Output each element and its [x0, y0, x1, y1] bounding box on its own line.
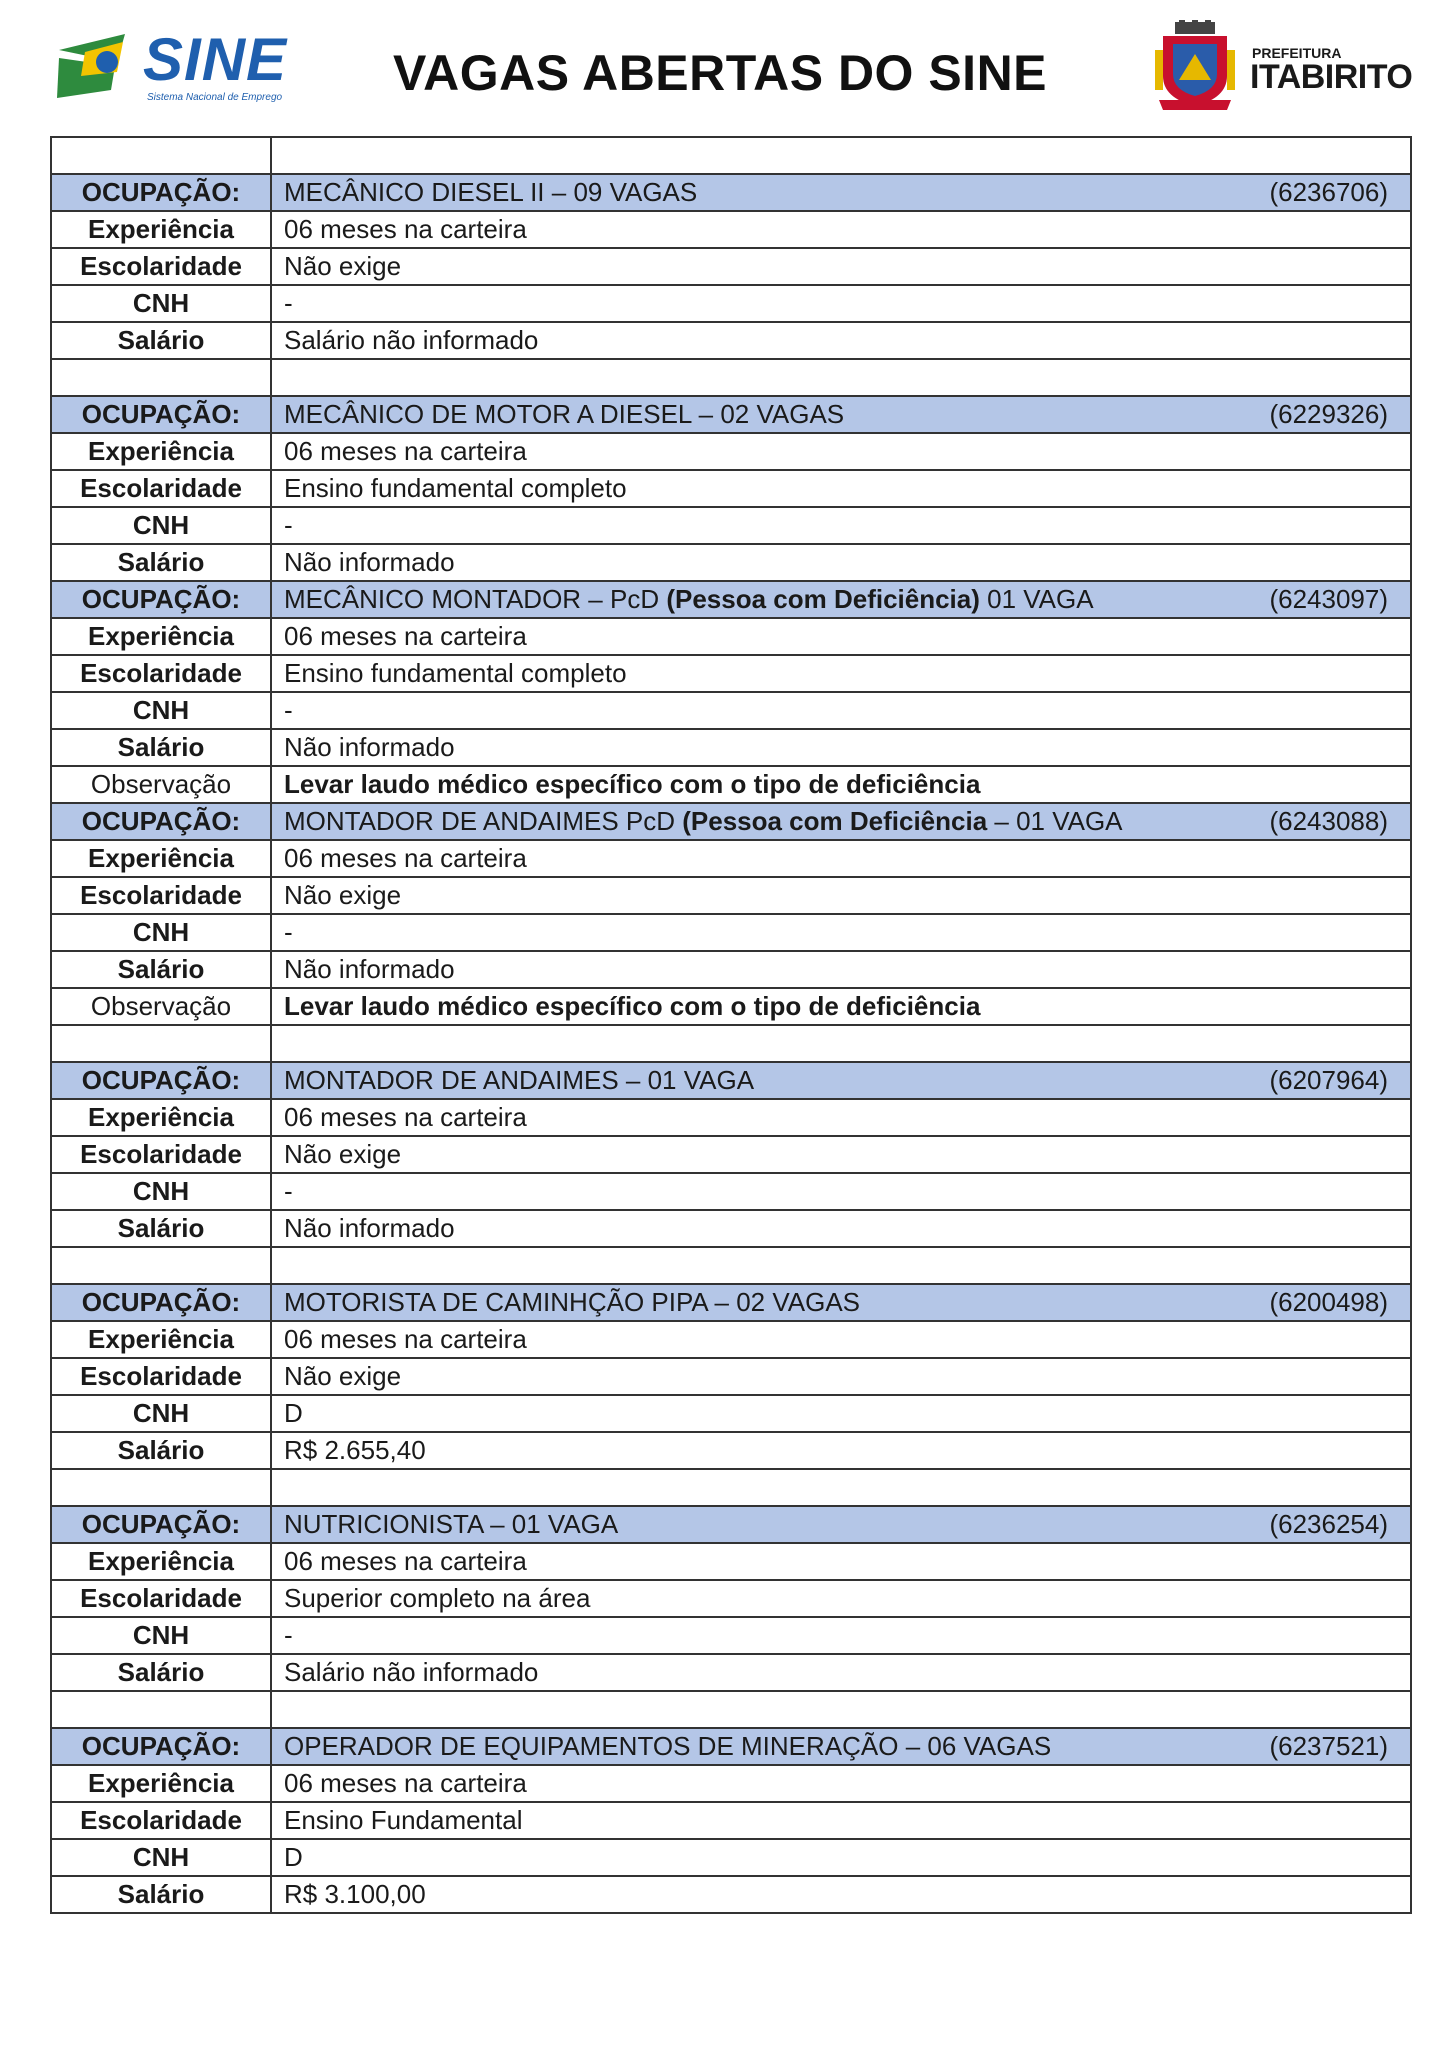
occupation-label: OCUPAÇÃO: — [51, 1506, 271, 1543]
education-value: Ensino fundamental completo — [271, 470, 1411, 507]
occupation-row — [51, 396, 1411, 433]
experience-value: 06 meses na carteira — [271, 840, 1411, 877]
spacer-row — [51, 1691, 1411, 1728]
occupation-row — [51, 174, 1411, 211]
sine-logo — [55, 28, 300, 108]
salary-label: Salário — [51, 1210, 271, 1247]
sine-logo-text: SINE — [143, 26, 288, 93]
note-row — [51, 766, 1411, 803]
salary-label: Salário — [51, 729, 271, 766]
education-label: Escolaridade — [51, 1802, 271, 1839]
license-value: - — [271, 507, 1411, 544]
license-label: CNH — [51, 914, 271, 951]
experience-row — [51, 1321, 1411, 1358]
note-value: Levar laudo médico específico com o tipo de deficiência — [271, 766, 1411, 803]
job-code: (6200498) — [1269, 1287, 1388, 1317]
salary-row — [51, 951, 1411, 988]
occupation-label: OCUPAÇÃO: — [51, 1728, 271, 1765]
job-code: (6207964) — [1269, 1065, 1388, 1095]
license-value: - — [271, 1617, 1411, 1654]
salary-label: Salário — [51, 1876, 271, 1913]
license-value: - — [271, 1173, 1411, 1210]
experience-value: 06 meses na carteira — [271, 1765, 1411, 1802]
education-label: Escolaridade — [51, 877, 271, 914]
job-code: (6229326) — [1269, 399, 1388, 429]
salary-value: Não informado — [271, 1210, 1411, 1247]
spacer-row — [51, 359, 1411, 396]
city-name: ITABIRITO — [1250, 58, 1413, 96]
license-value: - — [271, 914, 1411, 951]
salary-label: Salário — [51, 1432, 271, 1469]
education-label: Escolaridade — [51, 655, 271, 692]
salary-row — [51, 1432, 1411, 1469]
education-label: Escolaridade — [51, 470, 271, 507]
salary-value: R$ 2.655,40 — [271, 1432, 1411, 1469]
salary-value: R$ 3.100,00 — [271, 1876, 1411, 1913]
education-row — [51, 1358, 1411, 1395]
experience-value: 06 meses na carteira — [271, 1321, 1411, 1358]
education-value: Não exige — [271, 248, 1411, 285]
license-value: - — [271, 692, 1411, 729]
license-label: CNH — [51, 285, 271, 322]
salary-value: Não informado — [271, 951, 1411, 988]
occupation-row — [51, 1284, 1411, 1321]
job-code: (6236706) — [1269, 177, 1388, 207]
license-label: CNH — [51, 692, 271, 729]
occupation-label: OCUPAÇÃO: — [51, 1284, 271, 1321]
license-label: CNH — [51, 1173, 271, 1210]
education-label: Escolaridade — [51, 1136, 271, 1173]
experience-row — [51, 211, 1411, 248]
education-label: Escolaridade — [51, 1358, 271, 1395]
salary-label: Salário — [51, 322, 271, 359]
job-code: (6243088) — [1269, 806, 1388, 836]
job-code: (6237521) — [1269, 1731, 1388, 1761]
salary-row — [51, 322, 1411, 359]
experience-row — [51, 1099, 1411, 1136]
license-label: CNH — [51, 1839, 271, 1876]
experience-value: 06 meses na carteira — [271, 433, 1411, 470]
sine-logo-subtitle: Sistema Nacional de Emprego — [147, 92, 283, 103]
experience-row — [51, 1765, 1411, 1802]
occupation-row — [51, 803, 1411, 840]
salary-value: Não informado — [271, 544, 1411, 581]
salary-value: Salário não informado — [271, 1654, 1411, 1691]
spacer-row — [51, 137, 1411, 174]
note-label: Observação — [51, 988, 271, 1025]
experience-label: Experiência — [51, 618, 271, 655]
salary-row — [51, 1210, 1411, 1247]
education-label: Escolaridade — [51, 248, 271, 285]
occupation-label: OCUPAÇÃO: — [51, 1062, 271, 1099]
occupation-label: OCUPAÇÃO: — [51, 396, 271, 433]
license-row — [51, 285, 1411, 322]
experience-label: Experiência — [51, 1543, 271, 1580]
experience-row — [51, 433, 1411, 470]
license-row — [51, 507, 1411, 544]
occupation-row — [51, 1062, 1411, 1099]
experience-label: Experiência — [51, 840, 271, 877]
license-row — [51, 914, 1411, 951]
education-row — [51, 1136, 1411, 1173]
salary-row — [51, 1654, 1411, 1691]
education-value: Não exige — [271, 1358, 1411, 1395]
job-title: OPERADOR DE EQUIPAMENTOS DE MINERAÇÃO – 06 VAGAS — [284, 1731, 1052, 1761]
experience-row — [51, 1543, 1411, 1580]
spacer-row — [51, 1025, 1411, 1062]
job-code: (6243097) — [1269, 584, 1388, 614]
salary-label: Salário — [51, 951, 271, 988]
experience-row — [51, 840, 1411, 877]
spacer-row — [51, 1247, 1411, 1284]
occupation-label: OCUPAÇÃO: — [51, 581, 271, 618]
page-header — [0, 0, 1448, 130]
education-value: Não exige — [271, 1136, 1411, 1173]
license-row — [51, 1617, 1411, 1654]
job-title: MOTORISTA DE CAMINHÇÃO PIPA – 02 VAGAS — [284, 1287, 860, 1317]
license-value: - — [271, 285, 1411, 322]
salary-label: Salário — [51, 544, 271, 581]
education-row — [51, 1580, 1411, 1617]
note-row — [51, 988, 1411, 1025]
job-title-pcd-note: (Pessoa com Deficiência) — [666, 584, 980, 614]
education-value: Ensino fundamental completo — [271, 655, 1411, 692]
job-title-vacancies: 01 VAGA — [979, 584, 1094, 614]
license-row — [51, 1395, 1411, 1432]
salary-row — [51, 729, 1411, 766]
job-title: MECÂNICO MONTADOR – PcD — [284, 584, 667, 614]
education-row — [51, 1802, 1411, 1839]
license-row — [51, 692, 1411, 729]
education-row — [51, 248, 1411, 285]
sine-flag-icon — [55, 32, 145, 102]
job-title: MONTADOR DE ANDAIMES PcD — [284, 806, 683, 836]
note-label: Observação — [51, 766, 271, 803]
job-code: (6236254) — [1269, 1509, 1388, 1539]
license-label: CNH — [51, 1395, 271, 1432]
education-value: Não exige — [271, 877, 1411, 914]
education-row — [51, 655, 1411, 692]
job-title-vacancies: – 01 VAGA — [987, 806, 1123, 836]
license-label: CNH — [51, 507, 271, 544]
education-label: Escolaridade — [51, 1580, 271, 1617]
job-title: MONTADOR DE ANDAIMES – 01 VAGA — [284, 1065, 755, 1095]
license-row — [51, 1173, 1411, 1210]
experience-value: 06 meses na carteira — [271, 1099, 1411, 1136]
job-title: NUTRICIONISTA – 01 VAGA — [284, 1509, 619, 1539]
job-title: MECÂNICO DIESEL II – 09 VAGAS — [284, 177, 698, 207]
occupation-row — [51, 581, 1411, 618]
spacer-row — [51, 1469, 1411, 1506]
education-value: Ensino Fundamental — [271, 1802, 1411, 1839]
experience-value: 06 meses na carteira — [271, 1543, 1411, 1580]
occupation-label: OCUPAÇÃO: — [51, 803, 271, 840]
experience-label: Experiência — [51, 1321, 271, 1358]
experience-label: Experiência — [51, 1099, 271, 1136]
city-crest-icon — [1155, 20, 1245, 112]
education-row — [51, 470, 1411, 507]
experience-label: Experiência — [51, 211, 271, 248]
salary-value: Não informado — [271, 729, 1411, 766]
experience-value: 06 meses na carteira — [271, 618, 1411, 655]
license-label: CNH — [51, 1617, 271, 1654]
experience-label: Experiência — [51, 433, 271, 470]
experience-value: 06 meses na carteira — [271, 211, 1411, 248]
salary-row — [51, 1876, 1411, 1913]
salary-row — [51, 544, 1411, 581]
experience-label: Experiência — [51, 1765, 271, 1802]
license-row — [51, 1839, 1411, 1876]
license-value: D — [271, 1839, 1411, 1876]
job-openings-table — [50, 136, 1412, 1914]
license-value: D — [271, 1395, 1411, 1432]
salary-value: Salário não informado — [271, 322, 1411, 359]
occupation-row — [51, 1506, 1411, 1543]
prefeitura-logo — [1155, 20, 1413, 115]
occupation-row — [51, 1728, 1411, 1765]
note-value: Levar laudo médico específico com o tipo de deficiência — [271, 988, 1411, 1025]
job-title: MECÂNICO DE MOTOR A DIESEL – 02 VAGAS — [284, 399, 845, 429]
education-value: Superior completo na área — [271, 1580, 1411, 1617]
page-title: VAGAS ABERTAS DO SINE — [392, 45, 1048, 101]
education-row — [51, 877, 1411, 914]
experience-row — [51, 618, 1411, 655]
salary-label: Salário — [51, 1654, 271, 1691]
occupation-label: OCUPAÇÃO: — [51, 174, 271, 211]
prefeitura-label: PREFEITURA — [1252, 45, 1342, 61]
job-title-pcd-note: (Pessoa com Deficiência — [682, 806, 988, 836]
